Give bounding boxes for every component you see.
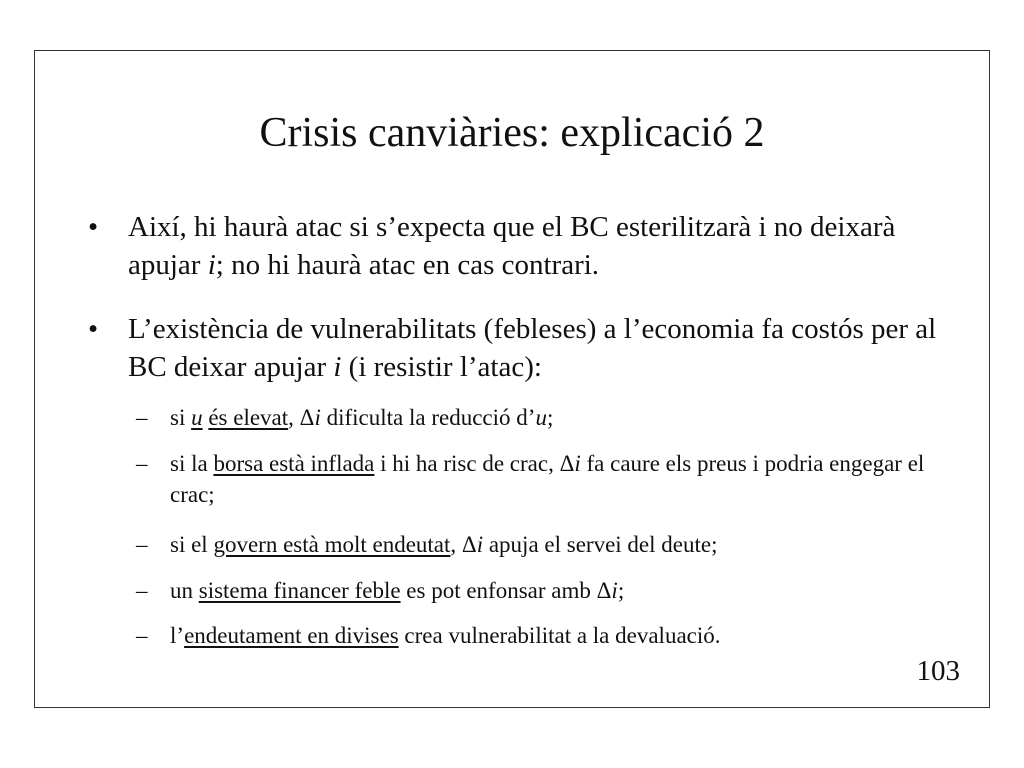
dash-marker: – bbox=[136, 578, 148, 603]
page-number: 103 bbox=[916, 655, 960, 687]
sub-item-text: l’endeutament en divises crea vulnerabilitat a la devaluació. bbox=[170, 623, 721, 648]
dash-marker: – bbox=[136, 532, 148, 557]
bullet-marker: • bbox=[88, 313, 99, 345]
dash-marker: – bbox=[136, 623, 148, 648]
sub-item bbox=[136, 620, 936, 651]
sub-item bbox=[136, 402, 936, 433]
sub-item-text: un sistema financer feble es pot enfonsar amb Δi; bbox=[170, 578, 625, 603]
sub-item bbox=[136, 448, 936, 510]
dash-marker: – bbox=[136, 405, 148, 430]
bullet-text: L’existència de vulnerabilitats (febleses) a l’economia fa costós per al BC deixar apujar i (i resistir l’atac): bbox=[128, 313, 937, 383]
sub-item bbox=[136, 529, 936, 560]
bullet-marker: • bbox=[88, 211, 99, 243]
sub-item bbox=[136, 575, 936, 606]
sub-item-text: si el govern està molt endeutat, Δi apuja el servei del deute; bbox=[170, 532, 718, 557]
sub-item-text: si la borsa està inflada i hi ha risc de crac, Δi fa caure els preus i podria engegar el crac; bbox=[170, 451, 925, 507]
bullet-text: Així, hi haurà atac si s’expecta que el BC esterilitzarà i no deixarà apujar i; no hi haurà atac en cas contrari. bbox=[128, 211, 896, 281]
bullet-item bbox=[88, 208, 968, 284]
dash-marker: – bbox=[136, 451, 148, 476]
bullet-item bbox=[88, 310, 968, 386]
slide-title: Crisis canviàries: explicació 2 bbox=[259, 110, 765, 156]
sub-item-text: si u és elevat, Δi dificulta la reducció d’u; bbox=[170, 405, 554, 430]
